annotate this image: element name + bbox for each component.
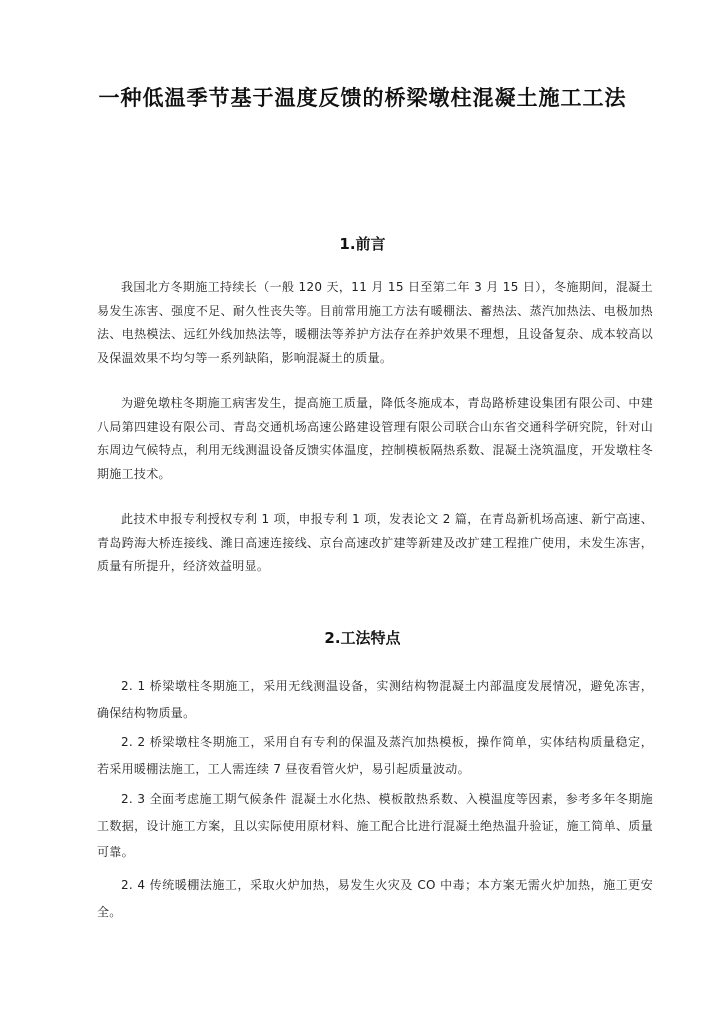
document-title: 一种低温季节基于温度反馈的桥梁墩柱混凝土施工工法 <box>98 86 627 110</box>
preface-paragraph-3: 此技术申报专利授权专利 1 项，申报专利 1 项，发表论文 2 篇，在青岛新机场高速、新宁高速、青岛跨海大桥连接线、潍日高速连接线、京台高速改扩建等新建及改扩建工程推广使用，未发生冻害，质量有所提升，经济效益明显。 <box>97 512 653 573</box>
section-heading-preface: 1.前言 <box>339 235 386 253</box>
feature-item-2-1: 2. 1 桥梁墩柱冬期施工，采用无线测温设备，实测结构物混凝土内部温度发展情况，避免冻害，确保结构物质量。 <box>97 679 653 720</box>
feature-item-2-4: 2. 4 传统暖棚法施工，采取火炉加热，易发生火灾及 CO 中毒；本方案无需火炉加热，施工更安全。 <box>97 878 653 919</box>
section-heading-features: 2.工法特点 <box>324 629 401 647</box>
preface-paragraph-2: 为避免墩柱冬期施工病害发生，提高施工质量，降低冬施成本，青岛路桥建设集团有限公司、中建八局第四建设有限公司、青岛交通机场高速公路建设管理有限公司联合山东省交通科学研究院，针对山东周边气候特点，利用无线测温设备反馈实体温度，控制模板隔热系数、混凝土浇筑温度，开发墩柱冬期施工技术。 <box>97 396 653 481</box>
preface-paragraph-1: 我国北方冬期施工持续长（一般 120 天，11 月 15 日至第二年 3 月 15 日），冬施期间，混凝土易发生冻害、强度不足、耐久性丧失等。目前常用施工方法有暖棚法、蓄热法、蒸汽加热法、电极加热法、电热模法、远红外线加热法等，暖棚法等养护方法存在养护效果不理想，且设备复杂、成本较高以及保温效果不均匀等一系列缺陷，影响混凝土的质量。 <box>97 280 653 365</box>
feature-item-2-3: 2. 3 全面考虑施工期气候条件 混凝土水化热、模板散热系数、入模温度等因素，参考多年冬期施工数据，设计施工方案，且以实际使用原材料、施工配合比进行混凝土绝热温升验证，施工简单、质量可靠。 <box>97 792 653 859</box>
feature-item-2-2: 2. 2 桥梁墩柱冬期施工，采用自有专利的保温及蒸汽加热模板，操作简单，实体结构质量稳定，若采用暖棚法施工，工人需连续 7 昼夜看管火炉，易引起质量波动。 <box>97 735 653 776</box>
